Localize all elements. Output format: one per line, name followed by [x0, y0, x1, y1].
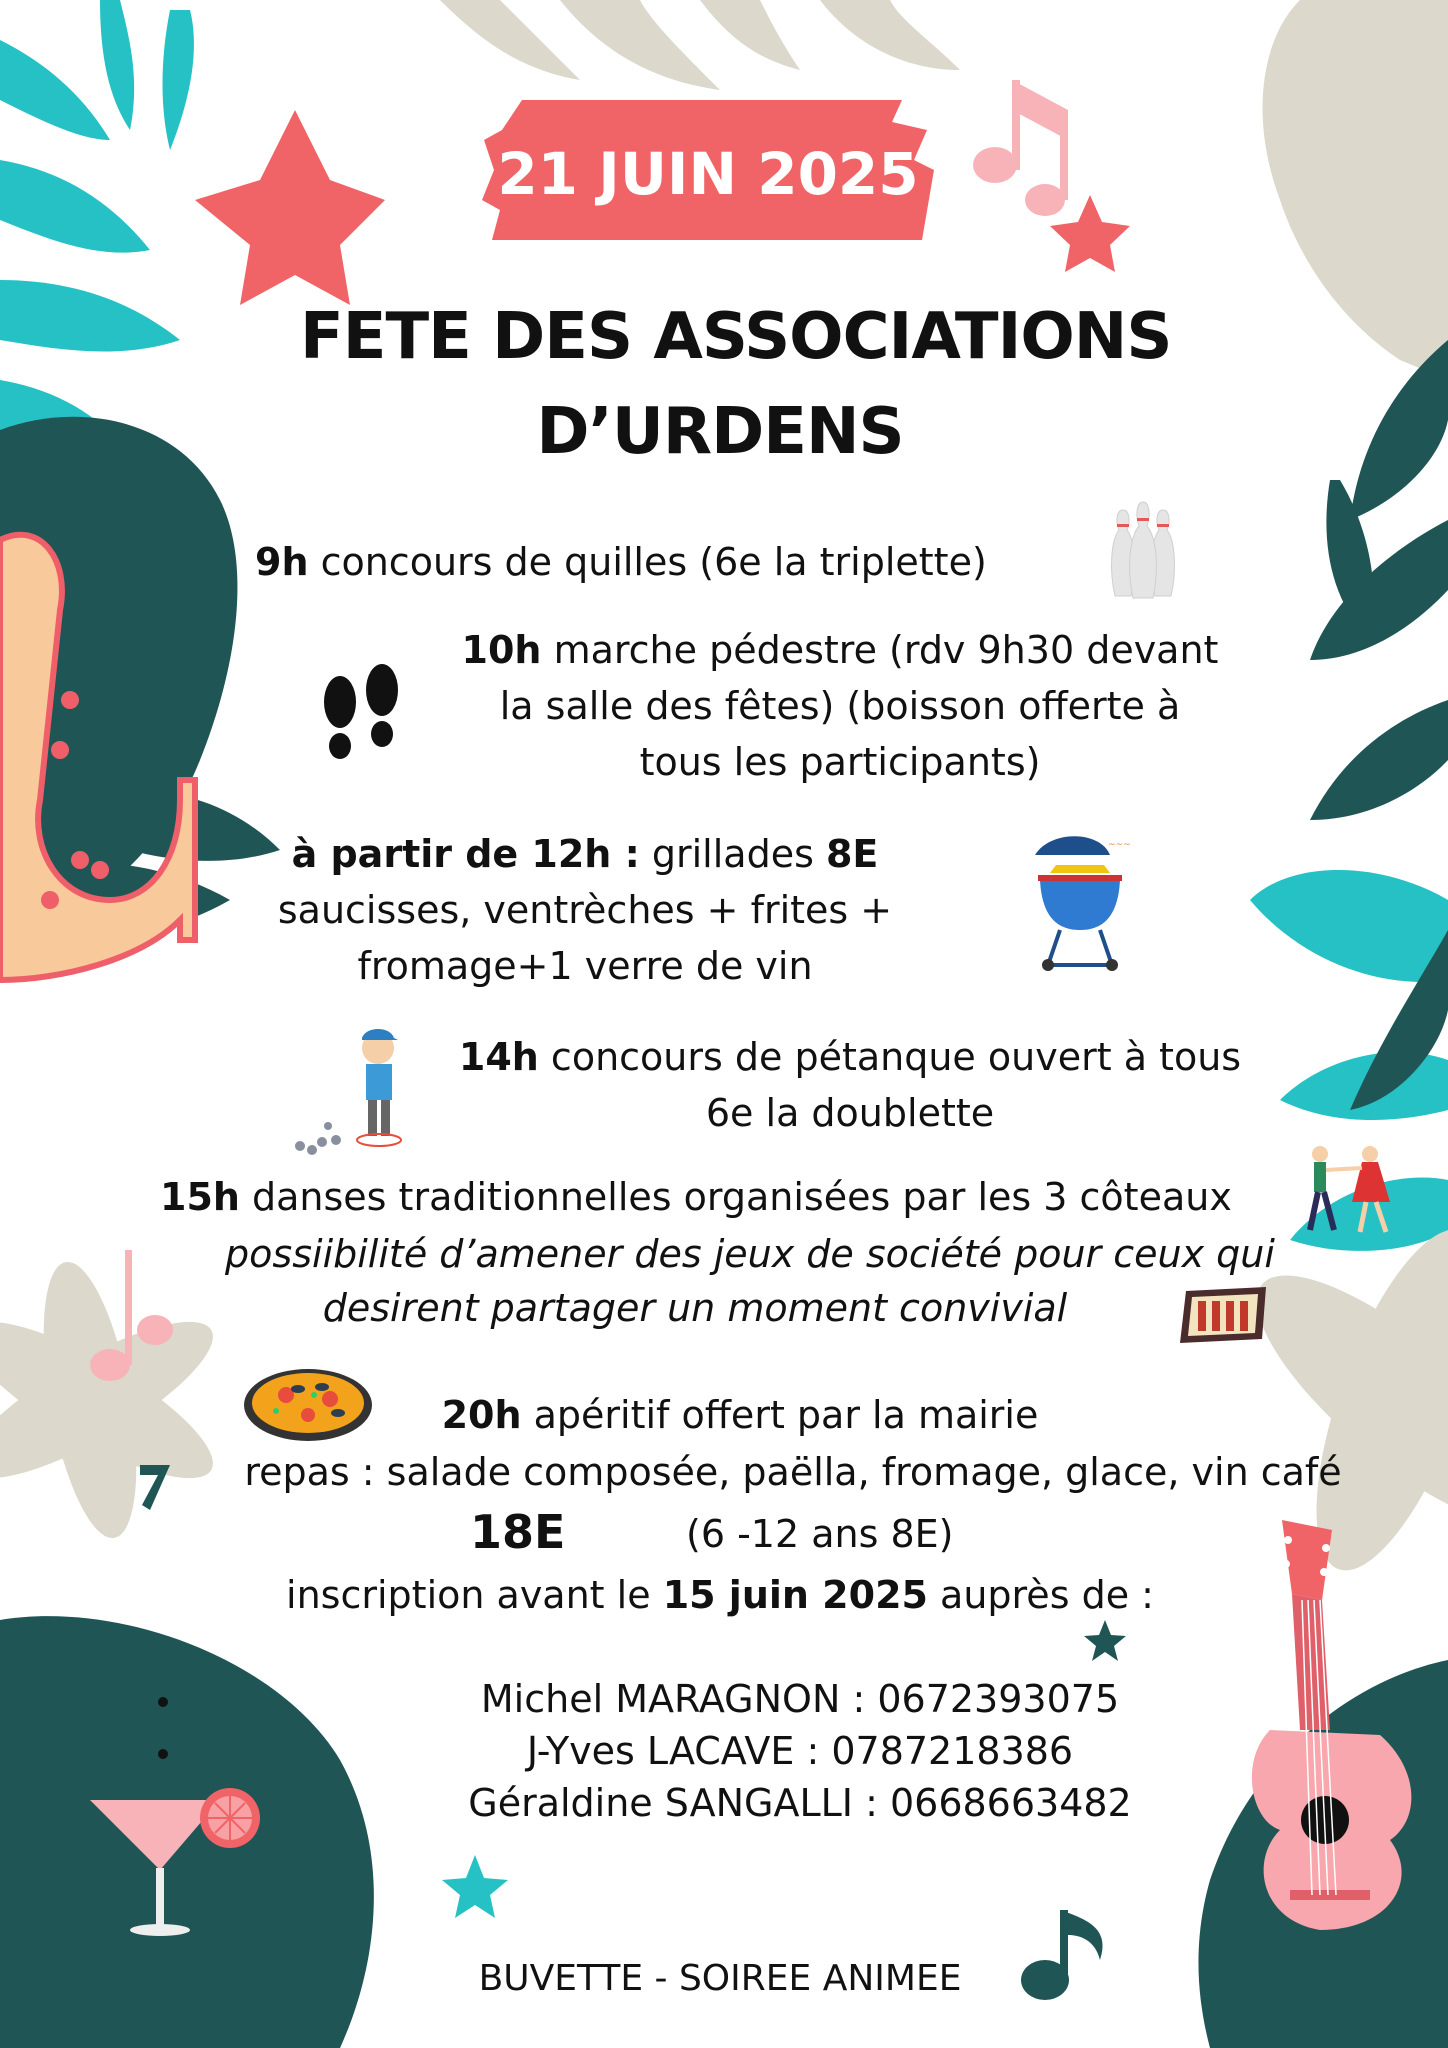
time-label: 15h: [160, 1175, 240, 1219]
time-label: 9h: [255, 540, 309, 584]
program-grillades-line3: fromage+1 verre de vin: [357, 944, 813, 988]
inscription-deadline: 15 juin 2025: [662, 1573, 928, 1617]
star-icon: [442, 1855, 508, 1918]
program-danses-italic2: desirent partager un moment convivial: [322, 1286, 1068, 1330]
paella-icon: [238, 1365, 378, 1445]
program-marche-line2: la salle des fêtes) (boisson offerte à: [499, 684, 1181, 728]
barbecue-icon: [1030, 825, 1150, 975]
event-date: 21 JUIN 2025: [497, 140, 919, 208]
time-label: 10h: [461, 628, 542, 672]
petanque-player-icon: [290, 1020, 420, 1160]
star-icon: [195, 110, 385, 305]
dark-branches-right: [1310, 340, 1448, 820]
activity-text: marche pédestre (rdv 9h30 devant: [541, 628, 1219, 672]
footprints-icon: [312, 662, 412, 762]
bowling-pins-icon: [1105, 500, 1185, 600]
beige-flower-left: [0, 1255, 231, 1545]
board-game-icon: [1178, 1285, 1270, 1345]
music-note-icon: [140, 1465, 170, 1510]
program-marche-line1: [440, 628, 1240, 672]
activity-text: danses traditionnelles organisées par les 3 côteaux: [239, 1175, 1232, 1219]
music-note-icon: [973, 80, 1068, 216]
price-label: 8E: [825, 832, 879, 876]
time-label: à partir de 12h :: [291, 832, 640, 876]
beige-monstera-top-right: [1263, 0, 1448, 380]
program-grillades-line2: saucisses, ventrèches + frites +: [277, 888, 893, 932]
svg-text:~~~: ~~~: [1108, 840, 1131, 850]
page-title-line2: D’URDENS: [536, 395, 904, 469]
contact-item: Michel MARAGNON : 0672393075: [480, 1677, 1120, 1721]
activity-text: concours de pétanque ouvert à tous: [538, 1035, 1242, 1079]
star-icon: [1084, 1620, 1126, 1661]
program-danses-italic1: possiibilité d’amener des jeux de société pour ceux qui: [225, 1232, 1275, 1276]
inscription-prefix: inscription avant le: [286, 1573, 663, 1617]
inscription-suffix: auprès de :: [927, 1573, 1154, 1617]
teal-branches-left: [0, 0, 194, 470]
time-label: 14h: [458, 1035, 539, 1079]
program-marche-line3: tous les participants): [639, 740, 1041, 784]
cocktail-icon: [80, 1780, 280, 1940]
beige-leaf-top: [440, 0, 960, 90]
program-aperitif-line2: repas : salade composée, paëlla, fromage, glace, vin café: [244, 1450, 1342, 1494]
program-petanque-line1: [420, 1035, 1280, 1079]
time-label: 20h: [441, 1393, 522, 1437]
guitar-icon: [1220, 1520, 1440, 1940]
program-grillades-line1: [200, 832, 970, 876]
dancers-icon: [1290, 1140, 1410, 1240]
activity-text: grillades: [639, 832, 826, 876]
footer-text: BUVETTE - SOIREE ANIMEE: [478, 1958, 962, 1999]
meal-price: 18E: [470, 1505, 566, 1559]
program-quilles: [255, 540, 987, 584]
activity-text: apéritif offert par la mairie: [521, 1393, 1039, 1437]
page-title-line1: FETE DES ASSOCIATIONS: [300, 300, 1172, 374]
kids-price: (6 -12 ans 8E): [686, 1512, 954, 1556]
activity-text: concours de quilles (6e la triplette): [308, 540, 987, 584]
contact-item: J-Yves LACAVE : 0787218386: [526, 1729, 1074, 1773]
program-petanque-line2: 6e la doublette: [705, 1091, 995, 1135]
contact-item: Géraldine SANGALLI : 0668663482: [468, 1781, 1132, 1825]
program-danses-line1: [160, 1175, 1300, 1219]
inscription-line: [280, 1573, 1160, 1617]
